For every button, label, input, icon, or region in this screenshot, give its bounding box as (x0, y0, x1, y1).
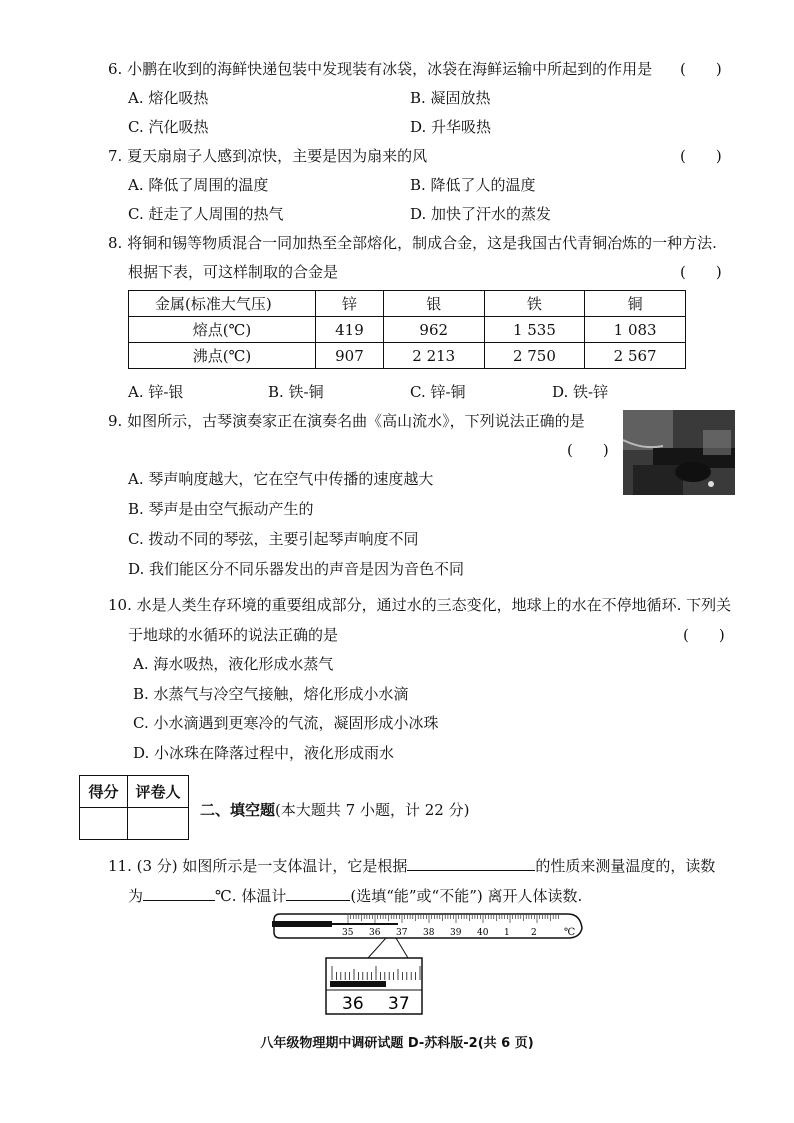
section-heading (200, 799, 469, 820)
thermometer-scale-label: 1 (504, 928, 510, 938)
table-header-row (129, 291, 686, 317)
q10-option-a: A. 海水吸热，液化形成水蒸气 (133, 655, 334, 673)
q8-stem-line2: 根据下表，可这样制取的合金是 (128, 263, 339, 281)
q6-option-d: D. 升华吸热 (410, 118, 492, 136)
q11-blank-reading[interactable] (143, 900, 215, 901)
thermometer-unit: ℃ (564, 927, 576, 938)
q11-blank-principle[interactable] (407, 870, 535, 871)
q9-option-a: A. 琴声响度越大，它在空气中传播的速度越大 (128, 470, 434, 488)
q7-option-a: A. 降低了周围的温度 (128, 176, 269, 194)
score-input-cell[interactable] (80, 808, 128, 840)
q10-option-b: B. 水蒸气与冷空气接触，熔化形成小水滴 (133, 685, 409, 703)
zoom-line-right (396, 938, 408, 958)
q7-stem: 7. 夏天扇扇子人感到凉快，主要是因为扇来的风 (108, 147, 428, 165)
thermometer-scale-label: 39 (450, 928, 462, 938)
q11-part1: 11. (3 分) 如图所示是一支体温计，它是根据 (108, 857, 408, 875)
thermometer-scale-label: 38 (423, 928, 435, 938)
q10-stem-line1: 10. 水是人类生存环境的重要组成部分，通过水的三态变化，地球上的水在不停地循环. 下列关 (108, 596, 732, 614)
q6-option-b: B. 凝固放热 (410, 89, 491, 107)
thermometer-scale-label: 2 (531, 928, 537, 938)
q8-answer-paren[interactable]: ( ) (680, 263, 722, 281)
guqin-photo-sketch (623, 410, 735, 495)
grader-label: 评卷人 (128, 776, 189, 808)
q9-answer-paren[interactable]: ( ) (567, 441, 609, 459)
table-cell: 熔点(℃) (129, 317, 316, 343)
q11-blank-can-leave[interactable] (286, 900, 350, 901)
q11-part5: (选填“能”或“不能”) 离开人体读数. (350, 887, 583, 905)
table-cell: 沸点(℃) (129, 343, 316, 369)
q11-line1 (108, 855, 715, 876)
table-cell: 1 535 (484, 317, 585, 343)
thermometer-scale-label: 36 (369, 928, 381, 938)
table-cell: 2 213 (383, 343, 484, 369)
table-header-cell: 铜 (585, 291, 686, 317)
q9-option-b: B. 琴声是由空气振动产生的 (128, 500, 314, 518)
zoom-label-36: 36 (342, 994, 364, 1014)
table-cell: 2 750 (484, 343, 585, 369)
table-cell: 1 083 (585, 317, 686, 343)
table-header-cell: 铁 (484, 291, 585, 317)
section-title: 二、填空题 (200, 801, 276, 819)
q6-option-c: C. 汽化吸热 (128, 118, 209, 136)
q11-part3: 为 (128, 887, 144, 905)
thermometer-scale-label: 35 (342, 928, 354, 938)
guqin-player-photo (623, 410, 735, 495)
score-box (79, 775, 189, 840)
zoom-mercury-column (330, 981, 386, 987)
q9-stem: 9. 如图所示，古琴演奏家正在演奏名曲《高山流水》，下列说法正确的是 (108, 412, 585, 430)
thermometer-bulb (272, 921, 332, 927)
table-cell: 962 (383, 317, 484, 343)
q10-answer-paren[interactable]: ( ) (683, 626, 725, 644)
page-footer: 八年级物理期中调研试题 D-苏科版-2(共 6 页) (260, 1036, 534, 1051)
metal-properties-table (128, 290, 686, 369)
table-header-cell: 银 (383, 291, 484, 317)
table-cell: 419 (316, 317, 384, 343)
q11-part4: ℃. 体温计 (215, 887, 287, 905)
q7-answer-paren[interactable]: ( ) (680, 147, 722, 165)
q9-option-c: C. 拨动不同的琴弦，主要引起琴声响度不同 (128, 530, 419, 548)
grader-input-cell[interactable] (128, 808, 189, 840)
q11-line2 (128, 885, 582, 906)
q9-option-d: D. 我们能区分不同乐器发出的声音是因为音色不同 (128, 560, 465, 578)
q8-stem-line1: 8. 将铜和锡等物质混合一同加热至全部熔化，制成合金，这是我国古代青铜冶炼的一种方法. (108, 234, 717, 252)
clinical-thermometer-figure (268, 908, 588, 1018)
table-cell: 2 567 (585, 343, 686, 369)
q11-part2: 的性质来测量温度的，读数 (535, 857, 716, 875)
q6-stem: 6. 小鹏在收到的海鲜快递包装中发现装有冰袋，冰袋在海鲜运输中所起到的作用是 (108, 60, 653, 78)
q10-option-d: D. 小冰珠在降落过程中，液化形成雨水 (133, 744, 395, 762)
q10-option-c: C. 小水滴遇到更寒冷的气流，凝固形成小冰珠 (133, 714, 439, 732)
q7-option-d: D. 加快了汗水的蒸发 (410, 205, 552, 223)
table-row (129, 343, 686, 369)
score-label: 得分 (80, 776, 128, 808)
q7-option-c: C. 赶走了人周围的热气 (128, 205, 284, 223)
q8-option-a: A. 锌-银 (128, 383, 184, 401)
zoom-label-37: 37 (388, 994, 410, 1014)
table-cell: 907 (316, 343, 384, 369)
q8-option-c: C. 锌-铜 (410, 383, 466, 401)
table-row (129, 317, 686, 343)
q8-option-b: B. 铁-铜 (268, 383, 324, 401)
table-header-cell: 金属(标准大气压) (129, 291, 316, 317)
thermometer-scale-label: 37 (396, 928, 408, 938)
table-header-cell: 锌 (316, 291, 384, 317)
q6-option-a: A. 熔化吸热 (128, 89, 209, 107)
q8-option-d: D. 铁-锌 (552, 383, 609, 401)
thermometer-scale-label: 40 (477, 928, 489, 938)
q6-answer-paren[interactable]: ( ) (680, 60, 722, 78)
q7-option-b: B. 降低了人的温度 (410, 176, 536, 194)
zoom-line-left (368, 938, 386, 958)
q10-stem-line2: 于地球的水循环的说法正确的是 (128, 626, 339, 644)
section-note: (本大题共 7 小题，计 22 分) (275, 801, 470, 819)
